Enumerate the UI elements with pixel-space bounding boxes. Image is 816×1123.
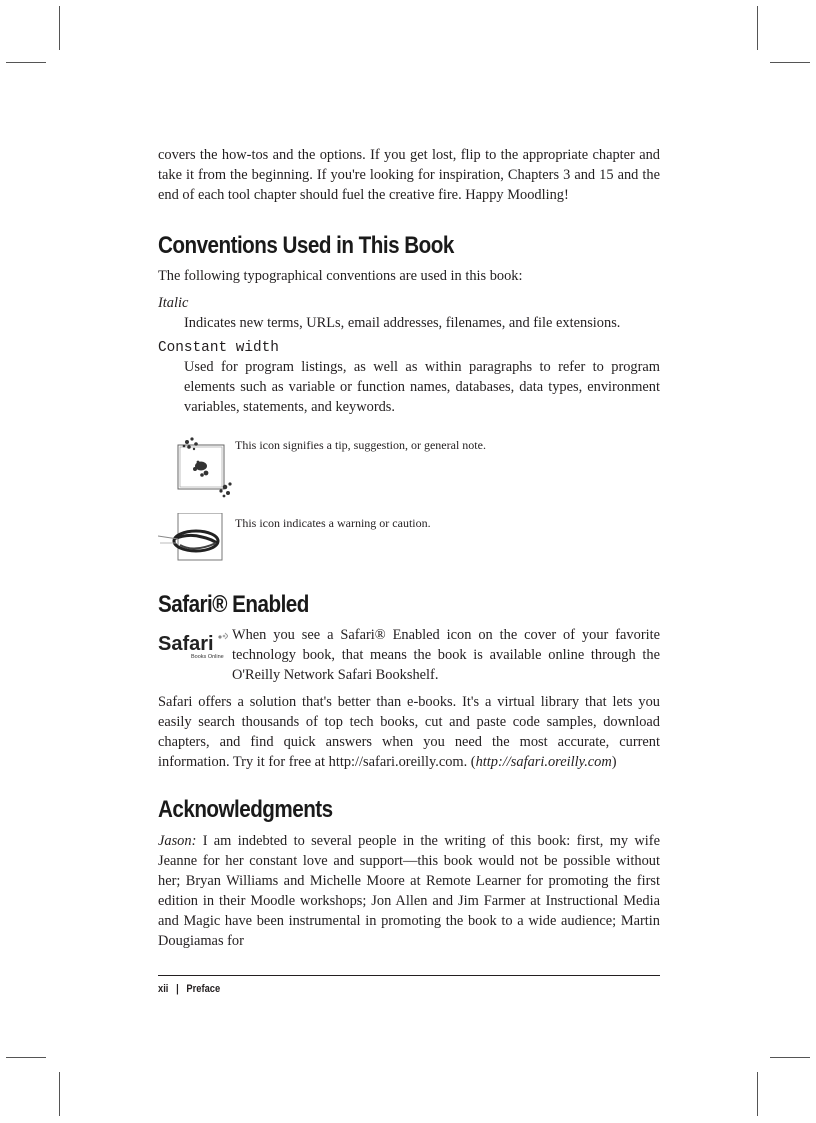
term-constant-width: Constant width — [158, 340, 279, 356]
warning-note — [158, 513, 660, 571]
acknowledgments-text: I am indebted to several people in the writing of this book: first, my wife Jeanne for her constant love and support—this book would not be possible without her; Bryan Williams and Michelle Moore at Remote Learner for promoting the first edition in their Moodle workshops; Jon Allen and Jim Farmer at Instructional Media and Magic have been instrumental in promoting the book to a wide audience; Martin Dougiamas for — [158, 833, 660, 949]
safari-body — [158, 692, 660, 772]
warning-note-text: This icon indicates a warning or caution. — [235, 516, 431, 530]
conventions-intro: The following typographical conventions are used in this book: — [158, 268, 523, 284]
page-body — [158, 145, 660, 951]
conventions-heading: Conventions Used in This Book — [158, 232, 454, 259]
crop-mark — [6, 62, 46, 63]
tip-note — [158, 435, 660, 503]
safari-logo-subtext: Books Online — [191, 654, 224, 660]
tip-note-text: This icon signifies a tip, suggestion, or general note. — [235, 438, 486, 452]
safari-logo-text: Safari — [158, 633, 214, 655]
crop-mark — [757, 6, 758, 50]
intro-paragraph: covers the how-tos and the options. If you get lost, flip to the appropriate chapter and take it from the beginning. If you're looking for inspiration, Chapters 3 and 15 and the end of each tool chapter should fuel the creative fire. Happy Moodling! — [158, 147, 660, 203]
safari-lead: When you see a Safari® Enabled icon on the cover of your favorite technology book, that means the book is available online through the O'Reilly Network Safari Bookshelf. — [232, 627, 660, 683]
safari-heading: Safari® Enabled — [158, 591, 309, 618]
crop-mark — [770, 1057, 810, 1058]
safari-body-text: Safari offers a solution that's better than e-books. It's a virtual library that lets you easily search thousands of top tech books, cut and paste code samples, download chapters, and find quick answers when you need the most accurate, current information. Try it for free at http://safari.oreilly.com. ( — [158, 694, 660, 770]
term-italic-definition: Indicates new terms, URLs, email addresses, filenames, and file extensions. — [184, 315, 621, 331]
acknowledgments-speaker: Jason: — [158, 833, 197, 849]
crop-mark — [59, 6, 60, 50]
safari-logo — [158, 631, 228, 666]
acknowledgments-paragraph — [158, 831, 660, 951]
crop-mark — [770, 62, 810, 63]
footer-section: Preface — [186, 983, 221, 995]
page-footer — [158, 975, 660, 995]
term-italic — [158, 293, 660, 313]
acknowledgments-heading: Acknowledgments — [158, 796, 333, 823]
crop-mark — [59, 1072, 60, 1116]
safari-section — [158, 625, 660, 685]
footer-separator: | — [176, 983, 179, 995]
safari-link[interactable]: http://safari.oreilly.com — [475, 754, 612, 770]
warning-icon — [158, 513, 224, 571]
term-constant-width-definition: Used for program listings, as well as within paragraphs to refer to program elements such as variable or function names, databases, data types, environment variables, statements, and keywords. — [184, 359, 660, 415]
crop-mark — [757, 1072, 758, 1116]
term-italic-label: Italic — [158, 295, 189, 311]
page-number: xii — [158, 983, 169, 995]
crop-mark — [6, 1057, 46, 1058]
running-footer — [158, 976, 585, 995]
tip-icon — [158, 435, 234, 501]
safari-body-suffix: ) — [611, 754, 617, 770]
safari-books-icon — [158, 631, 228, 661]
